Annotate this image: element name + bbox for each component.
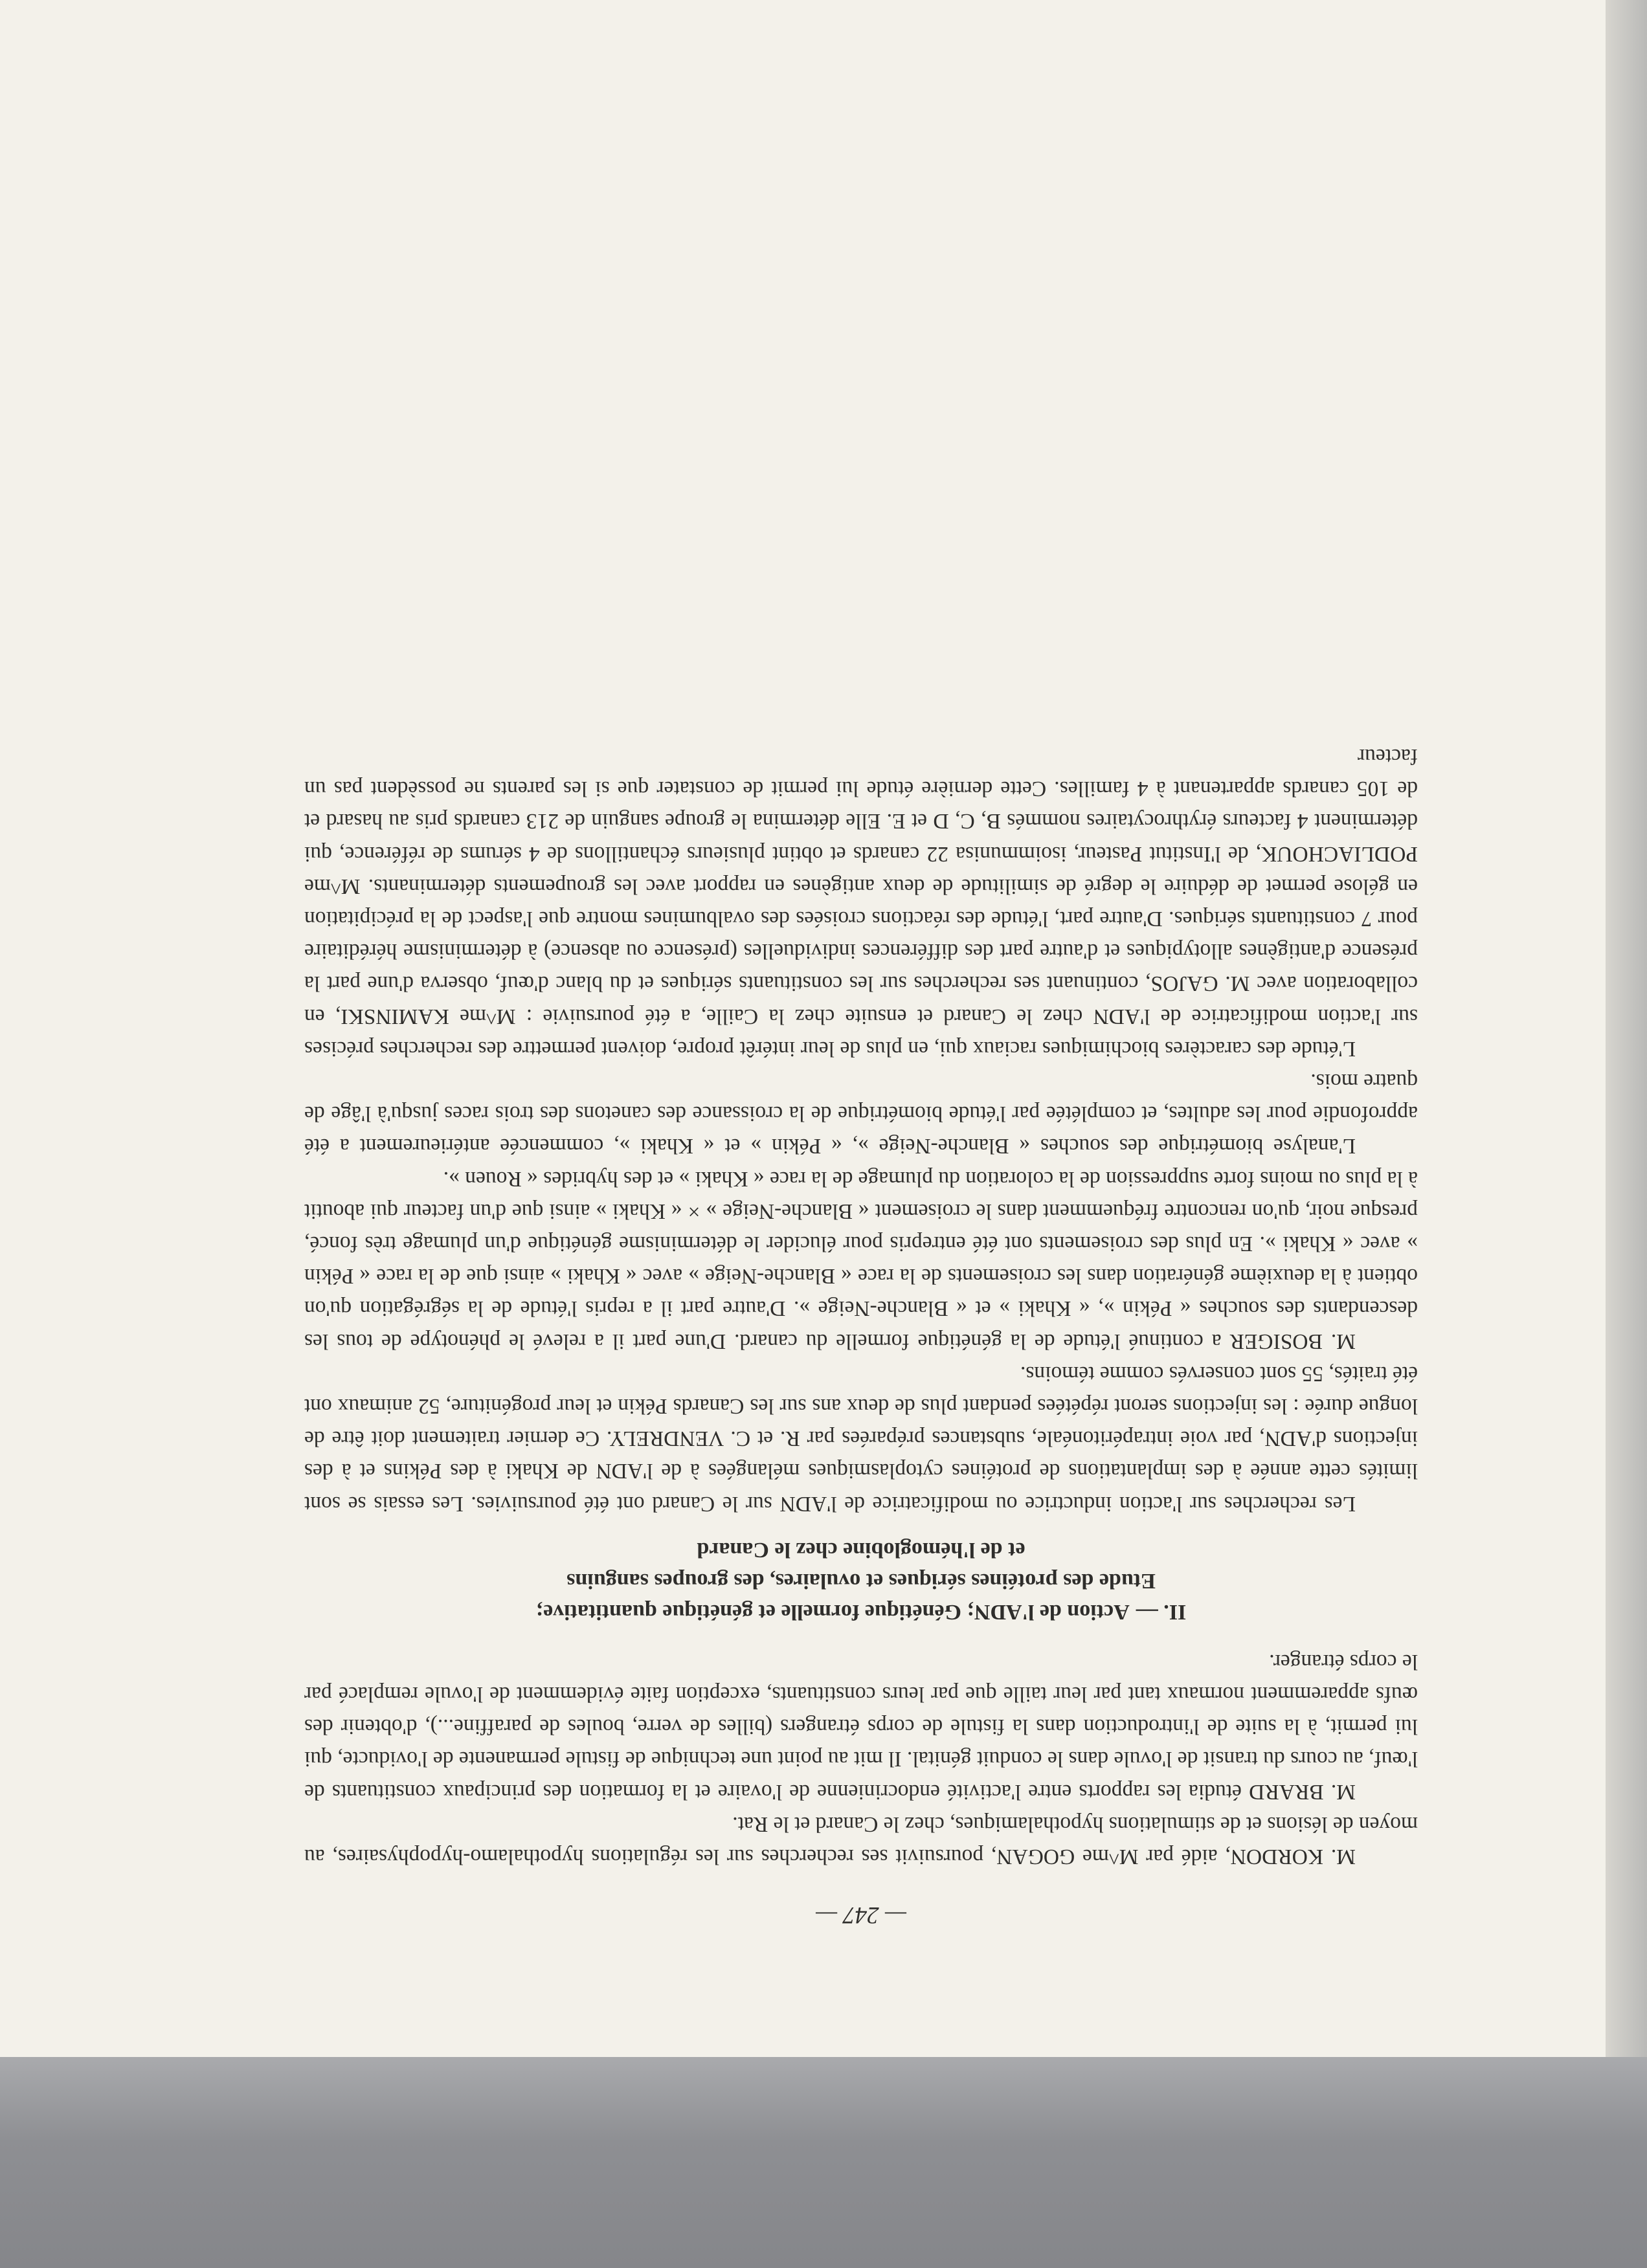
page-number: — 247 — [816,1902,906,1928]
section-number: II. — [1136,1599,1187,1624]
upside-down-text-block [304,220,1418,1929]
section-title-line: Etude des protéines sériques et ovulaires, des groupes sanguins [566,1568,1156,1593]
section-title-line: II. —Action de l'ADN; Génétique formelle et génétique quantitative; [535,1599,1187,1624]
paper-edge [1606,0,1647,2057]
section-title-line: et de l'hémoglobine chez le Canard [697,1537,1025,1562]
section-heading [304,1534,1418,1627]
paragraph: M. KORDON, aidé par M^me GOGAN, poursuivit ses recherches sur les régulations hypothalamo-hypophysaires, au moyen de lésions et de stimulations hypothalamiques, chez le Canard et le Rat. [304,1812,1418,1869]
scanner-backdrop [0,2057,1647,2268]
paragraph: Les recherches sur l'action inductrice ou modificatrice de l'ADN sur le Canard ont été poursuivies. Les essais se sont limités cette année à des implantations de protéines cytoplasmiques mélangées à de l'ADN de Khaki à des Pékins et à des injections d'ADN, par voie intrapéritonéale, substances préparées par R. et C. VENDRELY. Ce dernier traitement doit être de longue durée : les injections seront répétées pendant plus de deux ans sur les Canards Pékin et leur progéniture, 52 animaux ont été traités, 55 sont conservés comme témoins. [304,1361,1418,1516]
paragraph: M. BRARD étudia les rapports entre l'activité endocrinienne de l'ovaire et la formation des principaux constituants de l'œuf, au cours du transit de l'ovule dans le conduit génital. Il mit au point une technique de fistule permanente de l'oviducte, qui lui permit, à la suite de l'introduction dans la fistule de corps étrangers (billes de verre, boules de paraffine...), d'obtenir des œufs apparemment normaux tant par leur taille que par leurs constituants, exception faite évidemment de l'ovule remplacé par le corps étranger. [304,1649,1418,1804]
paragraph: M. BOSIGER a continué l'étude de la génétique formelle du canard. D'une part il a relevé le phénotype de tous les descendants des souches « Pékin », « Khaki » et « Blanche-Neige ». D'autre part il a repris l'étude de la ségrégation qu'on obtient à la deuxième génération dans les croisements de la race « Blanche-Neige » avec « Khaki » ainsi que de la race « Pékin » avec « Khaki ». En plus des croisements ont été entrepris pour élucider le déterminisme génétique d'un plumage très foncé, presque noir, qu'on rencontre fréquemment dans le croisement « Blanche-Neige » × « Khaki » ainsi que d'un facteur qui aboutit à la plus ou moins forte suppression de la coloration du plumage de la race « Khaki » et des hybrides « Rouen ». [304,1166,1418,1353]
paragraph: L'étude des caractères biochimiques raciaux qui, en plus de leur intérêt propre, doivent permettre des recherches précises sur l'action modificatrice de l'ADN chez le Canard et ensuite chez la Caille, a été poursuivie : M^me KAMINSKI, en collaboration avec M. GAJOS, continuant ses recherches sur les constituants sériques et du blanc d'œuf, observa d'une part la présence d'antigènes allotypiques et d'autre part des différences individuelles (présence ou absence) à déterminisme héréditaire pour 7 constituants sériques. D'autre part, l'étude des réactions croisées des ovalbumines montre que l'aspect de la précipitation en gélose permet de déduire le degré de similitude de deux antigènes en rapport avec les groupements déterminants. M^me PODLIACHOUK, de l'Institut Pasteur, isoimmunisa 22 canards et obtint plusieurs échantillons de 4 sérums de référence, qui déterminent 4 facteurs érythrocytaires nommés B, C, D et E. Elle détermina le groupe sanguin de 213 canards pris au hasard et de 105 canards appartenant à 4 familles. Cette dernière étude lui permit de constater que si les parents ne possèdent pas un facteur [304,744,1418,1061]
paragraph: L'analyse biométrique des souches « Blanche-Neige », « Pékin » et « Khaki », commencée antérieurement a été approfondie pour les adultes, et complétée par l'étude biométrique de la croissance des canetons des trois races jusqu'à l'âge de quatre mois. [304,1069,1418,1159]
